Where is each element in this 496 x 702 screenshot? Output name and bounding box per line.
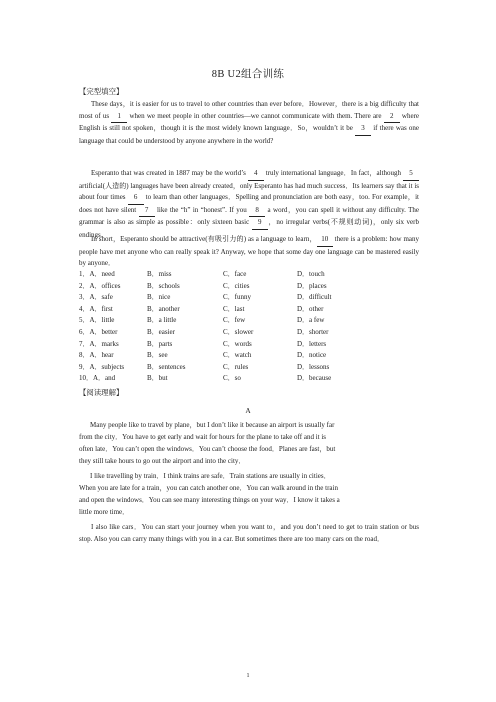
blank-2: 2 xyxy=(384,111,400,124)
blank-10: 10 xyxy=(317,234,333,247)
section-reading-heading: 【阅读理解】 xyxy=(79,388,124,397)
blank-3: 3 xyxy=(355,123,371,136)
page-number: 1 xyxy=(246,673,250,679)
cloze-paragraph-2: Esperanto that was created in 1887 may be the world’s 4 truly international language．In fact，although 5 artificial(人造的) languages have been already created，only Esperanto has had much success．Its learners say that it is about four times 6 to learn than other languages．Spelling and pronunciation are both easy，too. For example，it does not have silent 7 like the “h” in “honest”. If you 8 a word，you can spell it without any difficulty. The grammar is also as simple as possible：only sixteen basic 9 ，no irregular verbs(不规则动词)，only six verb endings． xyxy=(79,169,419,239)
blank-4: 4 xyxy=(248,168,264,181)
blank-5: 5 xyxy=(403,168,419,181)
blank-9: 9 xyxy=(252,217,268,230)
blank-7: 7 xyxy=(139,205,155,218)
blank-6: 6 xyxy=(128,192,144,205)
section-cloze-heading: 【完型填空】 xyxy=(79,87,124,96)
cloze-paragraph-1: These days，it is easier for us to travel to other countries than ever before．However，there is a big difficulty that most of us 1 when we meet people in other countries—we cannot communicate with them. There are 2 where English is still not spoken，though it is the most widely known language．So，wouldn’t it be 3 if there was one language that could be understood by anyone anywhere in the world? xyxy=(79,100,420,145)
blank-8: 8 xyxy=(249,205,265,218)
cloze-paragraph-3: In short，Esperanto should be attractive(有吸引力的) as a language to learn， 10 there is a problem: how many people have met anyone who can really speak it? Anyway, we hope that some day one language can be mastered easily by anyone． xyxy=(79,235,419,268)
passage-label: A xyxy=(245,406,251,415)
document-page: 8B U2组合训练 【完型填空】 These days，it is easier for us to travel to other countries than ever before．However，there is a big difficulty that most of us 1 when we meet people in other countries—we cannot communicate with them. There are 2 where English is still not spoken，though it is the most widely known language．So，wouldn’t it be 3 if there was one language that could be understood by anyone anywhere in the world? Esperanto that was created in 1887 may be the world’s 4 truly international language．In fact，although 5 artificial(人造的) languages have been already created，only Esperanto has had much success．Its learners say that it is about four times 6 to learn than other languages．Spelling and pronunciation are both easy，too. For example，it does not have silent 7 like the “h” in “honest”. If you 8 a word，you can spell it without any difficulty. The grammar is also as simple as possible：only sixteen basic 9 ，no irregular verbs(不规则动词)，only six verb endings． In short，Esperanto should be attractive(有吸引力的) as a language to learn， 10 there is a problem: how many people have met anyone who can really speak it? Anyway, we hope that some day one language can be mastered easily by anyone． 1．A．need B．miss C．face D．touch 2．A．offices B．schools C．cities D．places 3．A．safe B．nice C．funny D．difficult 4．A．first B．another C．last D．other 5．A．little B．a little C．few D．a few 6．A．better B．easier C．slower D．shorter 7．A．marks B．parts C．words D．letters 8．A．hear B．see C．watch D．notice 9．A．subjects B．sentences C．rules D．lessons 10．A．and B．but C．so D．because 【阅读理解】 A Many people like to travel by plane，but I don’t like it because an airport is usually far from the city．You have to get early and wait for hours for the plane to take off and it is often late．You can’t open the windows．You can’t choose the food．Planes are fast，but they still take hours to go out the airport and into the city． I like travelling by train．I think trains are safe．Train stations are usually in cities． When you are late for a train，you can catch another one．You can walk around in the train and open the windows．You can see many interesting things on your way．I know it takes a little more time． I also like cars．You can start your journey when you want to，and you don’t need to get to train station or bus stop. Also you can carry many things with you in a car. But sometimes there are too many cars on the road． 1 xyxy=(0,0,496,702)
blank-1: 1 xyxy=(111,111,127,124)
page-title: 8B U2组合训练 xyxy=(211,69,285,80)
